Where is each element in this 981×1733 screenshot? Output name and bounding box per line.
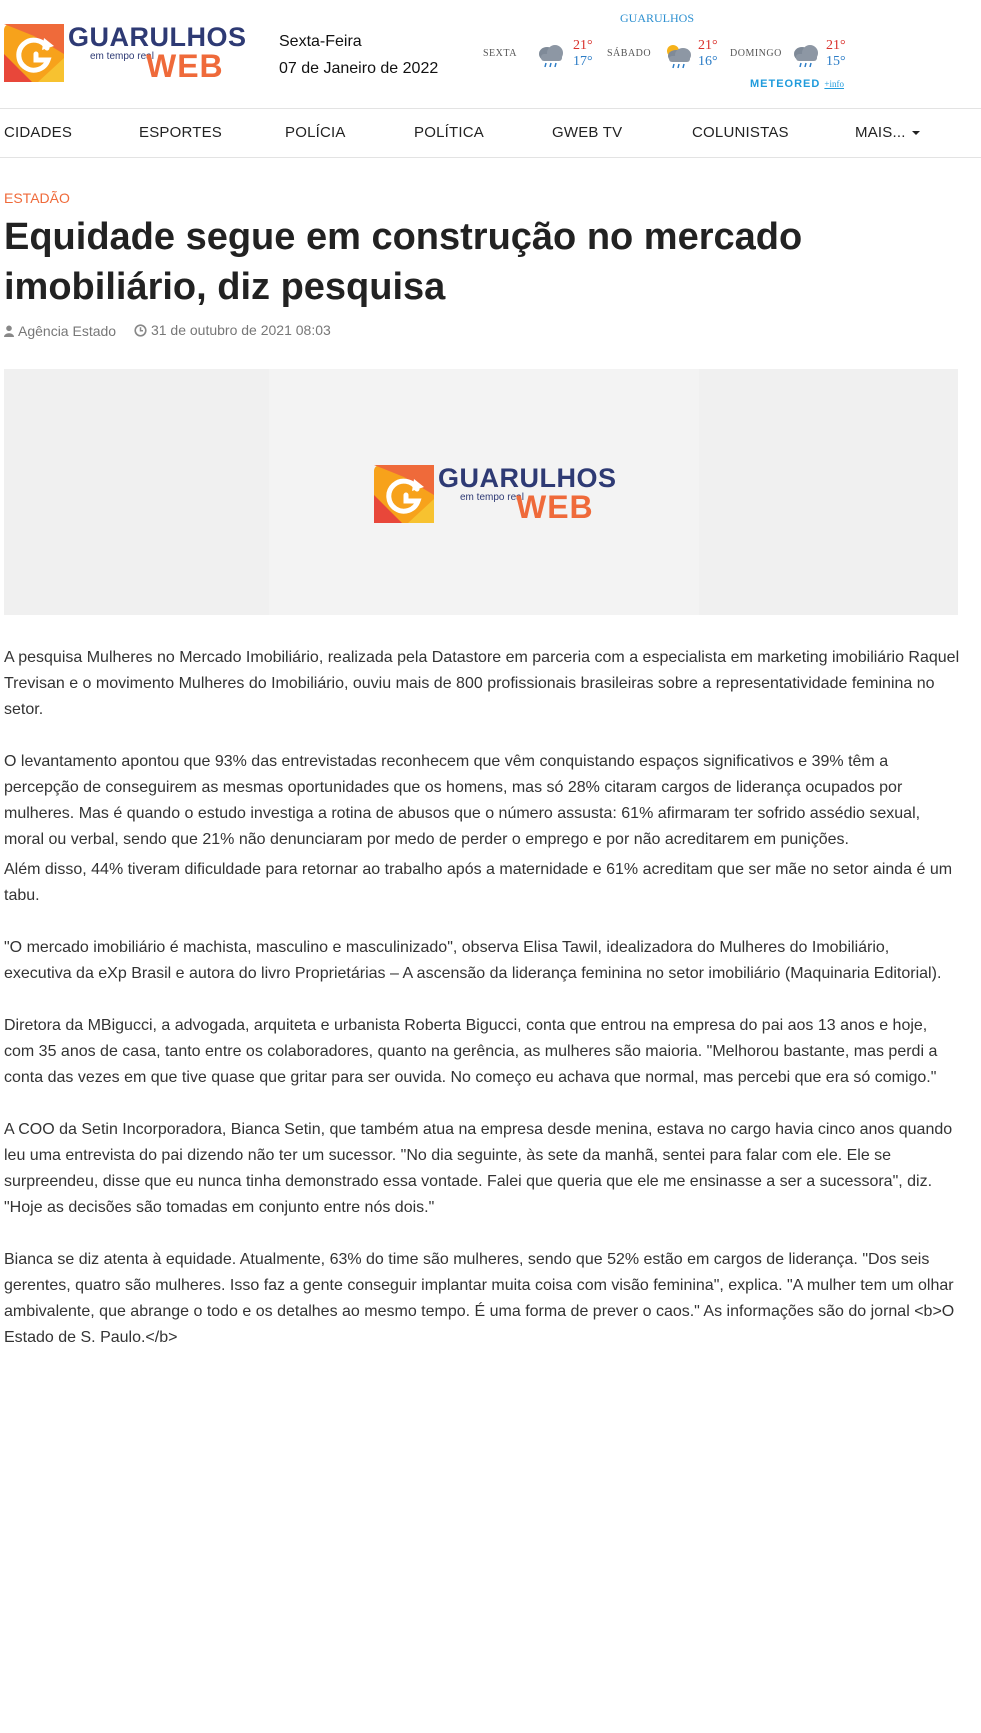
article-paragraph: "O mercado imobiliário é machista, masculino e masculinizado", observa Elisa Tawil, idealizadora do Mulheres do Imobiliário, executiva da eXp Brasil e autora do livro Proprietárias – A ascensão da liderança feminina no setor imobiliário (Maquinaria Editorial). — [4, 939, 942, 982]
logo-mark-icon — [374, 465, 434, 523]
article-author — [4, 323, 116, 339]
logo-city-text: GUARULHOS — [438, 463, 617, 493]
article-body — [4, 645, 961, 1377]
meteored-brand: METEORED — [750, 78, 821, 90]
logo-tagline: em tempo real — [90, 51, 154, 62]
current-date — [279, 28, 438, 82]
article-paragraph: A COO da Setin Incorporadora, Bianca Setin, que também atua na empresa desde menina, estava no cargo havia cinco anos quando leu uma entrevista do pai dizendo não ter um sucessor. "No dia seguinte, às sete da manhã, sentei para falar com ele. Ele se surpreendeu, disse que eu nunca tinha demonstrado essa vontade. Falei que queria que ele me ensinasse a ser a sucessora", diz. "Hoje as decisões são tomadas em conjunto entre nós dois." — [4, 1121, 953, 1216]
current-full-date: 07 de Janeiro de 2022 — [279, 60, 439, 77]
nav-item-politica[interactable]: POLÍTICA — [414, 124, 484, 141]
article-paragraph: A pesquisa Mulheres no Mercado Imobiliário, realizada pela Datastore em parceria com a especialista em marketing imobiliário Raquel Trevisan e o movimento Mulheres do Imobiliário, ouviu mais de 800 profissionais brasileiras sobre a representatividade feminina no setor. — [4, 649, 960, 718]
logo-brand-text: WEB — [146, 48, 224, 84]
main-navigation — [0, 108, 981, 158]
meteored-more-info-link[interactable]: +info — [824, 79, 844, 89]
nav-item-gweb-tv[interactable]: GWEB TV — [552, 124, 623, 141]
nav-item-colunistas[interactable]: COLUNISTAS — [692, 124, 789, 141]
caret-down-icon — [912, 131, 920, 135]
meteored-link[interactable] — [750, 78, 844, 90]
sun-rain-cloud-icon — [663, 43, 693, 69]
rain-cloud-icon — [536, 43, 566, 69]
nav-item-mais-dropdown[interactable] — [855, 124, 920, 141]
article-meta — [4, 322, 345, 340]
article-paragraph: Bianca se diz atenta à equidade. Atualmente, 63% do time são mulheres, sendo que 52% estão em cargos de liderança. "Dos seis gerentes, quatro são mulheres. Isso faz a gente conseguir implantar muita coisa com visão feminina", explica. "A mulher tem um olhar ambivalente, que abrange o todo e os detalhes ao mesmo tempo. É uma forma de prever o caos." As informações são do jornal <b>O Estado de S. Paulo.</b> — [4, 1251, 955, 1346]
user-icon — [4, 325, 14, 337]
article-author-name: Agência Estado — [18, 322, 117, 339]
nav-item-cidades[interactable]: CIDADES — [4, 124, 73, 141]
nav-item-policia[interactable]: POLÍCIA — [285, 124, 346, 141]
weather-max-temp: 21° — [826, 38, 846, 53]
current-weekday: Sexta-Feira — [279, 33, 362, 50]
logo-mark-icon — [4, 24, 64, 82]
weather-max-temp: 21° — [573, 38, 593, 53]
logo-city-text: GUARULHOS — [68, 22, 247, 52]
weather-widget[interactable] — [480, 8, 860, 100]
weather-day-name: SEXTA — [483, 48, 517, 59]
weather-min-temp: 17° — [573, 54, 593, 69]
nav-item-mais-label: MAIS... — [855, 124, 906, 141]
article-date-text: 31 de outubro de 2021 08:03 — [150, 322, 331, 338]
site-header — [0, 0, 981, 108]
logo-tagline: em tempo real — [460, 492, 524, 503]
article-paragraph: Diretora da MBigucci, a advogada, arquiteta e urbanista Roberta Bigucci, conta que entrou na empresa do pai aos 13 anos e hoje, com 35 anos de casa, tanto entre os colaboradores, quanto na gerência, as mulheres são maioria. "Melhorou bastante, mas perdi a conta das vezes em que tive quase que gritar para ser ouvida. No começo eu achava que normal, mas percebi que era só comigo." — [4, 1017, 938, 1086]
weather-city: GUARULHOS — [620, 11, 695, 25]
article-category[interactable]: ESTADÃO — [4, 190, 70, 206]
weather-day-name: DOMINGO — [730, 48, 782, 59]
weather-min-temp: 15° — [826, 54, 846, 69]
article-paragraph: Além disso, 44% tiveram dificuldade para retornar ao trabalho após a maternidade e 61% acreditam que ser mãe no setor ainda é um tabu. — [4, 861, 953, 904]
rain-cloud-icon — [791, 43, 821, 69]
article-date — [134, 322, 331, 338]
weather-day-name: SÁBADO — [607, 48, 652, 59]
site-logo[interactable] — [4, 22, 247, 84]
article-hero-image — [4, 369, 958, 615]
clock-icon — [134, 324, 147, 337]
article-title: Equidade segue em construção no mercado imobiliário, diz pesquisa — [4, 216, 803, 308]
weather-min-temp: 16° — [698, 54, 718, 69]
weather-max-temp: 21° — [698, 38, 718, 53]
article-paragraph: O levantamento apontou que 93% das entrevistadas reconhecem que vêm conquistando espaços significativos e 39% têm a percepção de conseguirem as mesmas oportunidades que os homens, mas só 28% citaram cargos de liderança ocupados por mulheres. Mas é quando o estudo investiga a rotina de abusos que o número assusta: 61% afirmaram ter sofrido assédio sexual, moral ou verbal, sendo que 21% não denunciaram por medo de perder o emprego e por não acreditarem em punições. — [4, 753, 921, 848]
logo-brand-text: WEB — [516, 489, 594, 525]
nav-item-esportes[interactable]: ESPORTES — [139, 124, 223, 141]
hero-placeholder-logo — [374, 463, 617, 525]
